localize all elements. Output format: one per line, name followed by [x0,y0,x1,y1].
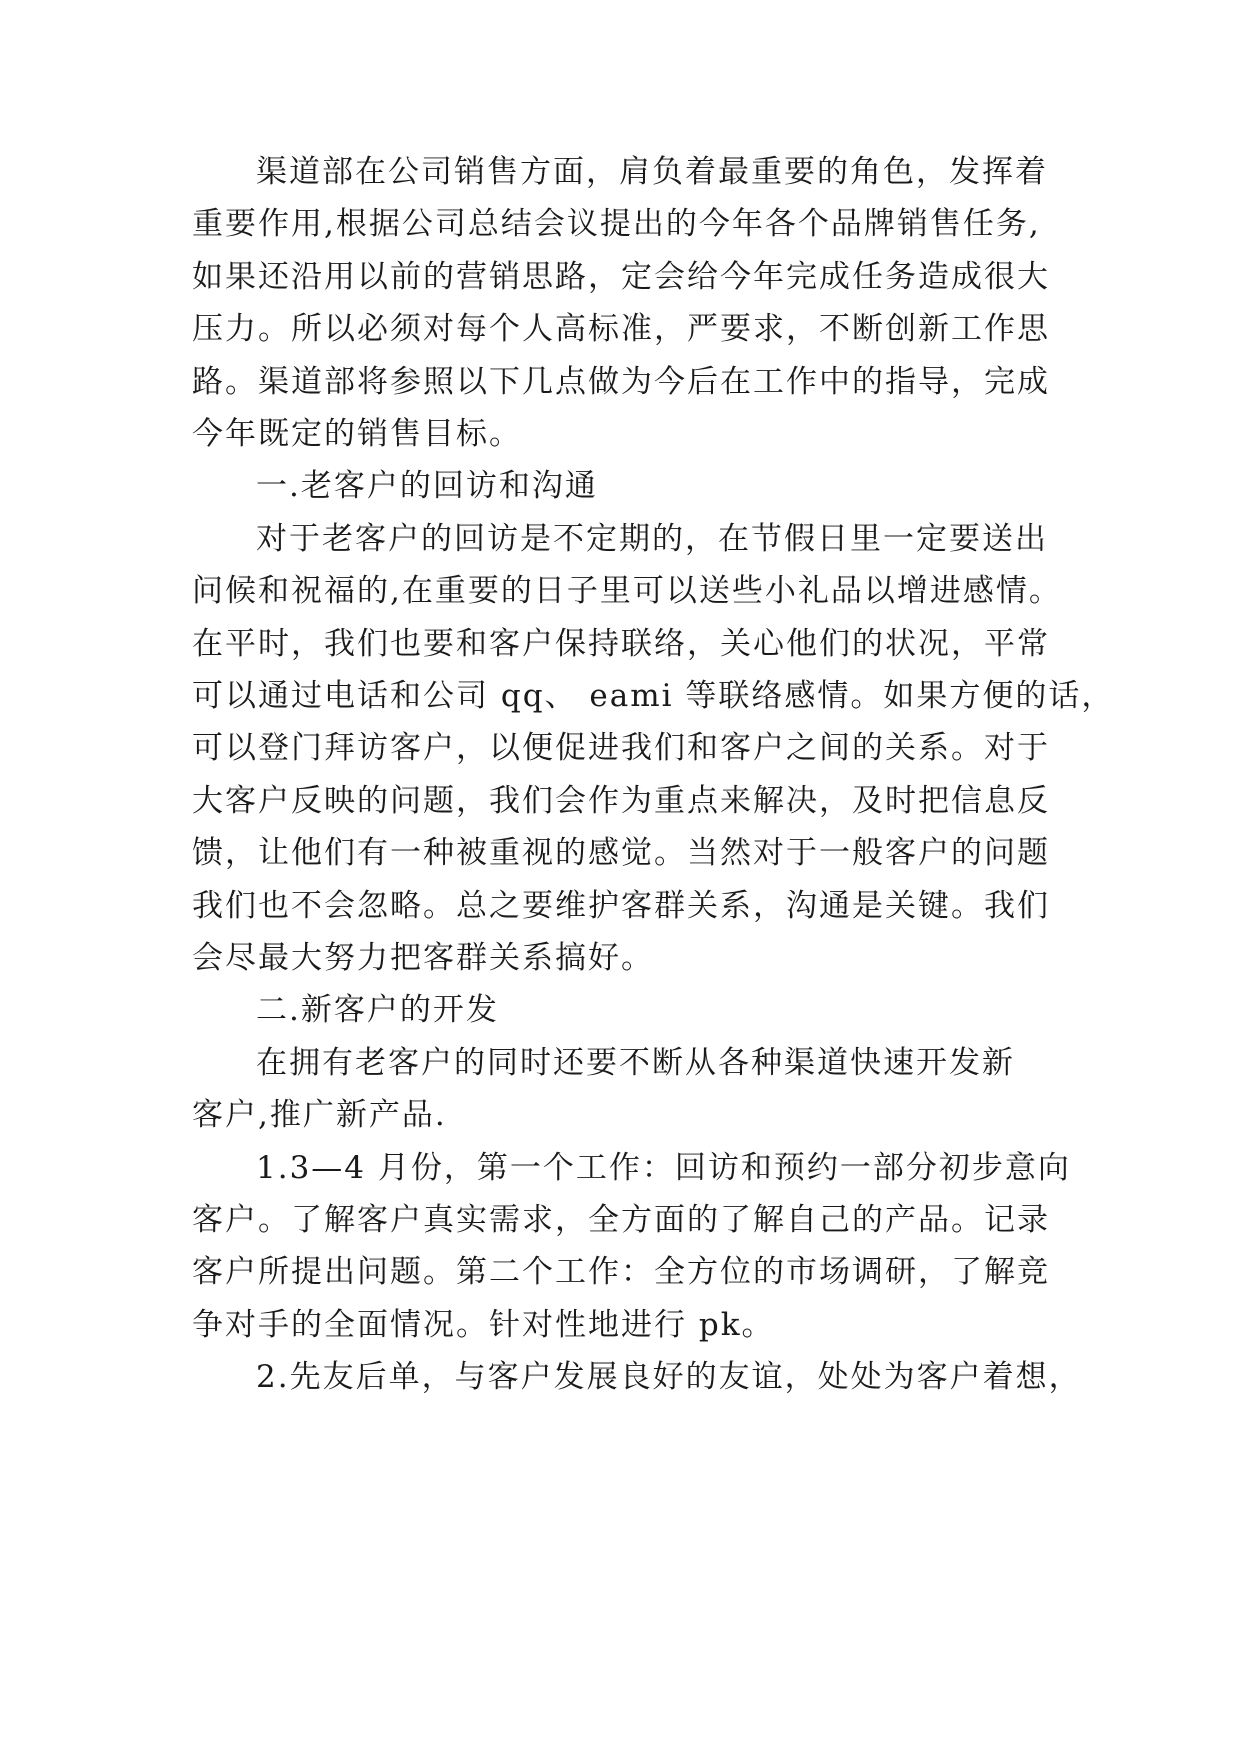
list-item-line: 2.先友后单，与客户发展良好的友谊，处处为客户着想， [256,1359,1082,1395]
paragraph-line: 我们也不会忽略。总之要维护客群关系，沟通是关键。我们 [192,888,1050,924]
paragraph-line: 重要作用,根据公司总结会议提出的今年各个品牌销售任务, [192,206,1041,242]
paragraph-line: 对于老客户的回访是不定期的，在节假日里一定要送出 [256,521,1048,557]
list-item-line: 1.3—4 月份，第一个工作：回访和预约一部分初步意向 [256,1150,1071,1186]
section-heading: 二.新客户的开发 [256,992,499,1028]
paragraph-line: 客户。了解客户真实需求，全方面的了解自己的产品。记录 [192,1202,1050,1238]
paragraph-line: 会尽最大努力把客群关系搞好。 [192,940,654,976]
paragraph-line: 在平时，我们也要和客户保持联络，关心他们的状况，平常 [192,626,1050,662]
paragraph-line: 客户,推广新产品. [192,1097,447,1133]
paragraph-line: 今年既定的销售目标。 [192,416,522,452]
section-heading: 一.老客户的回访和沟通 [256,468,598,504]
paragraph-line: 渠道部在公司销售方面，肩负着最重要的角色，发挥着 [256,154,1048,190]
paragraph-line: 路。渠道部将参照以下几点做为今后在工作中的指导，完成 [192,364,1050,400]
paragraph-line: 可以登门拜访客户，以便促进我们和客户之间的关系。对于 [192,730,1050,766]
paragraph-line: 客户所提出问题。第二个工作：全方位的市场调研，了解竞 [192,1254,1050,1290]
paragraph-line: 压力。所以必须对每个人高标准，严要求，不断创新工作思 [192,311,1050,347]
paragraph-line: 问候和祝福的,在重要的日子里可以送些小礼品以增进感情。 [192,573,1062,609]
paragraph-line: 馈，让他们有一种被重视的感觉。当然对于一般客户的问题 [192,835,1050,871]
paragraph-line: 大客户反映的问题，我们会作为重点来解决，及时把信息反 [192,783,1050,819]
paragraph-line: 可以通过电话和公司 qq、 eami 等联络感情。如果方便的话， [192,678,1115,714]
paragraph-line: 争对手的全面情况。针对性地进行 pk。 [192,1307,775,1343]
paragraph-line: 在拥有老客户的同时还要不断从各种渠道快速开发新 [256,1045,1015,1081]
paragraph-line: 如果还沿用以前的营销思路，定会给今年完成任务造成很大 [192,259,1050,295]
